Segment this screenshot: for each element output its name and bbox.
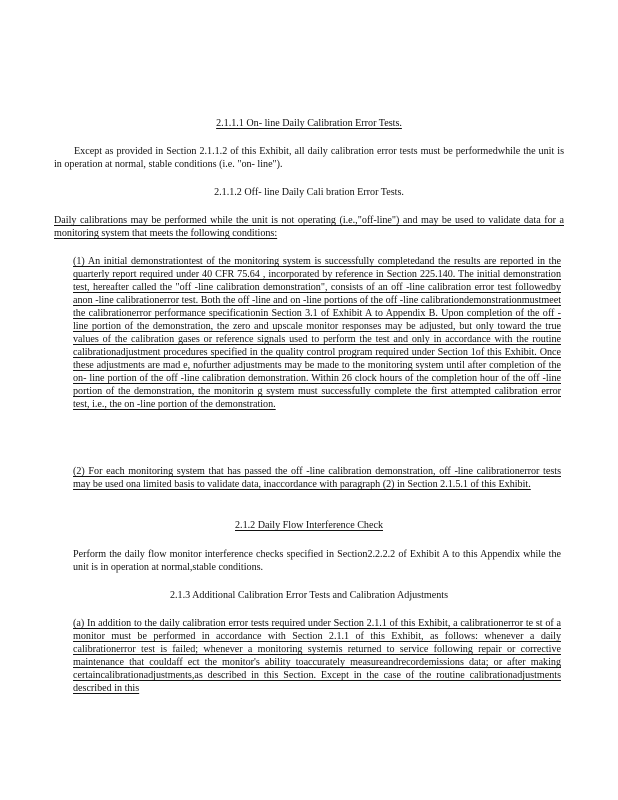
paragraph-2-1-3-a: (a) In addition to the daily calibration error tests required under Section 2.1.1 of this Exhibit, a calibrationerror te st of a monitor must be performed in accordance with Section 2.1.1 of this Exhibit, as follows: whenever a daily calibrationerror test is failed; whenever a monitoring systemis returned to service following repair or corrective maintenance that couldaff ect the monitor's ability toaccurately measureandrecordemissions data; or after making certaincalibrationadjustments,as described in this Section. Except in the case of the routine calibrationadjustments described in this: [73, 618, 561, 694]
heading-2-1-1-1: 2.1.1.1 On- line Daily Calibration Error Tests.: [216, 118, 402, 129]
paragraph-2-1-1-2-intro: Daily calibrations may be performed while the unit is not operating (i.e.,"off-line") and may be used to validate data for a monitoring system that meets the following conditions:: [54, 215, 564, 239]
heading-2-1-1-2: 2.1.1.2 Off- line Daily Cali bration Error Tests.: [214, 187, 404, 198]
heading-2-1-3: 2.1.3 Additional Calibration Error Tests and Calibration Adjustments: [169, 590, 449, 601]
paragraph-2-1-2: Perform the daily flow monitor interference checks specified in Section2.2.2.2 of Exhibit A to this Appendix while the unit is in operation at normal,stable conditions.: [73, 549, 561, 573]
heading-2-1-2: 2.1.2 Daily Flow Interference Check: [235, 520, 383, 531]
paragraph-2-1-1-1: Except as provided in Section 2.1.1.2 of this Exhibit, all daily calibration error tests must be performedwhile the unit is in operation at normal, stable conditions (i.e. "on- line").: [54, 146, 564, 170]
paragraph-2-1-1-2-condition-2: (2) For each monitoring system that has passed the off -line calibration demonstration, off -line calibrationerror tests may be used ona limited basis to validate data, inaccordance with paragraph (2) in Section 2.1.5.1 of this Exhibit.: [73, 466, 561, 490]
paragraph-2-1-1-2-condition-1: (1) An initial demonstrationtest of the monitoring system is successfully completedand the results are reported in the quarterly report required under 40 CFR 75.64 , incorporated by reference in Section 225.140. The initial demonstration test, hereafter called the "off -line calibration demonstration", consists of an off -line calibration error test followedby anon -line calibrationerror test. Both the off -line and on -line portions of the off -line calibrationdemonstrationmustmeet the calibrationerror performance specificationin Section 3.1 of Exhibit A to Appendix B. Upon completion of the off -line portion of the demonstration, the zero and upscale monitor responses may be adjusted, but only toward the true values of the calibration gases or reference signals used to perform the test and only in accordance with the routine calibrationadjustment procedures specified in the quality control program required under Section 1of this Exhibit. Once these adjustments are mad e, nofurther adjustments may be made to the monitoring system until after completion of the on- line portion of the off -line calibration demonstration. Within 26 clock hours of the completion hour of the off -line portion of the demonstration, the monitorin g system must successfully complete the first attempted calibration error test, i.e., the on -line portion of the demonstration.: [73, 256, 561, 410]
